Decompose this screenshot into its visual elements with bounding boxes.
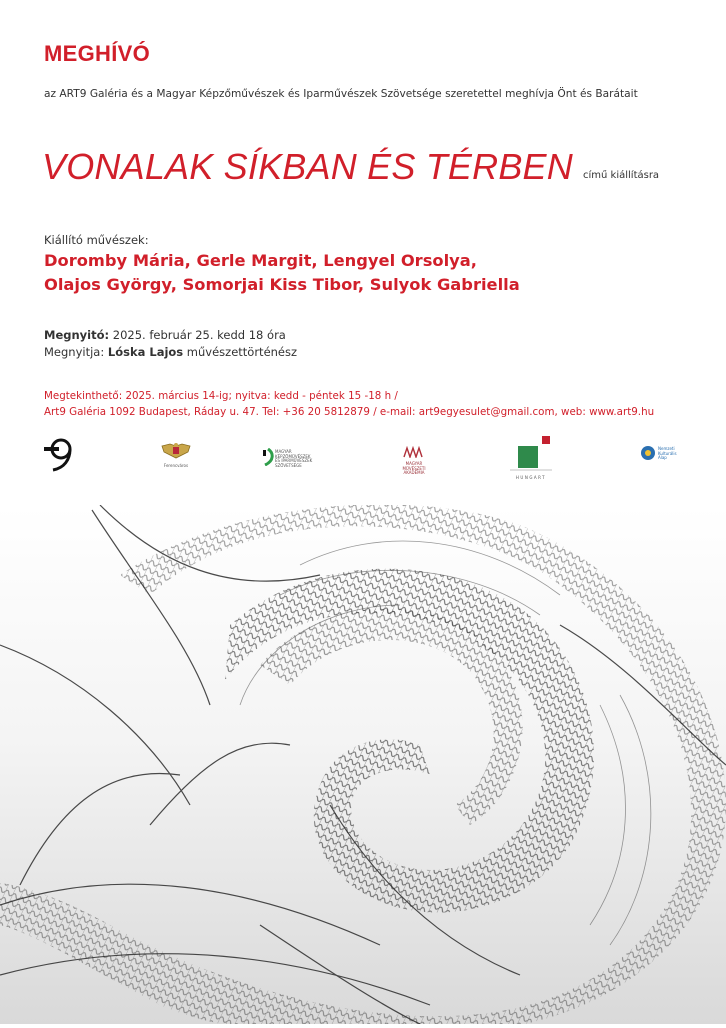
- wire-sculpture-photo: [0, 505, 726, 1024]
- opener-info: [44, 345, 297, 359]
- opening-info: [44, 328, 286, 342]
- mma-label-1: MAGYAR: [405, 461, 423, 466]
- visiting-hours: Megtekinthető: 2025. március 14-ig; nyitva: kedd - péntek 15 -18 h /: [44, 390, 398, 402]
- opening-label: Megnyitó:: [44, 328, 110, 342]
- exhibition-title-suffix: című kiállításra: [583, 170, 660, 181]
- artists-line-2: Olajos György, Somorjai Kiss Tibor, Sulyok Gabriella: [44, 275, 520, 294]
- opener-name: Lóska Lajos: [107, 345, 184, 359]
- mma-label-2: MŰVÉSZETI: [402, 465, 426, 471]
- artists-line-1: Doromby Mária, Gerle Margit, Lengyel Orsolya,: [44, 251, 477, 270]
- mma-label-3: AKADÉMIA: [403, 470, 425, 476]
- opening-date: 2025. február 25. kedd 18 óra: [112, 328, 286, 342]
- gallery-contact: Art9 Galéria 1092 Budapest, Ráday u. 47. Tel: +36 20 5812879 / e-mail: art9egyesulet@gmail.com, web: www.art9.hu: [44, 406, 655, 418]
- mkisz-label-3: ÉS IPARMŰVÉSZEK: [275, 458, 313, 464]
- mkisz-logo: [262, 448, 322, 474]
- hungart-label: HUNGART: [515, 475, 547, 480]
- invitation-heading: MEGHÍVÓ: [44, 41, 150, 66]
- mkisz-label-1: MAGYAR: [275, 449, 292, 454]
- hungart-logo: [508, 434, 554, 480]
- artists-label: Kiállító művészek:: [44, 233, 149, 247]
- ferencvaros-label: Ferencváros: [163, 463, 189, 468]
- ferencvaros-crest-logo: [158, 442, 194, 468]
- exhibition-title: VONALAK SÍKBAN ÉS TÉRBEN: [42, 146, 573, 187]
- intro-text: az ART9 Galéria és a Magyar Képzőművészek és Iparművészek Szövetsége szeretettel meghívja Önt és Barátait: [44, 88, 638, 100]
- mma-logo: [396, 443, 432, 477]
- nka-logo: [640, 445, 688, 465]
- mkisz-label-2: KÉPZŐMŰVÉSZEK: [275, 453, 311, 459]
- opener-role: művészettörténész: [186, 345, 298, 359]
- opener-label: Megnyitja:: [44, 345, 105, 359]
- nka-label-2: Kulturális: [658, 450, 677, 456]
- mkisz-label-4: SZÖVETSÉGE: [275, 462, 302, 468]
- nka-label-3: Alap: [658, 455, 667, 461]
- nka-label-1: Nemzeti: [658, 446, 675, 451]
- art9-logo: [44, 438, 74, 472]
